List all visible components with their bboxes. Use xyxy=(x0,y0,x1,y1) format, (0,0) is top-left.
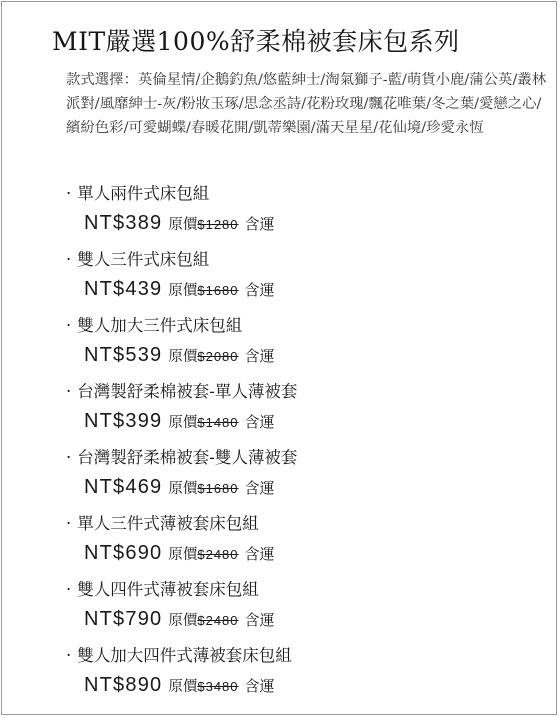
product-list xyxy=(66,180,536,708)
original-price: $3480 xyxy=(197,679,239,694)
original-price-label: 原價 xyxy=(168,613,198,629)
product-name: 雙人三件式床包組 xyxy=(77,250,210,269)
product-item xyxy=(66,576,536,642)
bullet: · xyxy=(66,382,72,401)
original-price-label: 原價 xyxy=(168,679,198,695)
original-price-label: 原價 xyxy=(168,547,198,563)
original-price: $1280 xyxy=(197,217,239,232)
product-name: 單人三件式薄被套床包組 xyxy=(77,514,259,533)
original-price-label: 原價 xyxy=(168,217,198,233)
product-name: 台灣製舒柔棉被套-雙人薄被套 xyxy=(77,448,298,467)
sale-price: NT$439 xyxy=(84,278,163,300)
bullet: · xyxy=(66,514,72,533)
bullet: · xyxy=(66,184,72,203)
product-item xyxy=(66,510,536,576)
shipping-included: 含運 xyxy=(244,677,275,695)
bullet: · xyxy=(66,448,72,467)
original-price-label: 原價 xyxy=(168,415,198,431)
product-name: 雙人加大四件式薄被套床包組 xyxy=(77,646,292,665)
original-price: $2080 xyxy=(197,349,239,364)
product-name: 雙人四件式薄被套床包組 xyxy=(77,580,259,599)
sale-price: NT$389 xyxy=(84,212,163,234)
shipping-included: 含運 xyxy=(244,281,275,299)
product-item xyxy=(66,642,536,708)
original-price-label: 原價 xyxy=(168,481,198,497)
shipping-included: 含運 xyxy=(244,545,275,563)
sale-price: NT$690 xyxy=(84,542,163,564)
style-options-list: 英倫星情/企鵝釣魚/悠藍紳士/淘氣獅子-藍/萌貨小鹿/蒲公英/叢林派對/風靡紳士-灰/粉妝玉琢/思念丞詩/花粉玫瑰/飄花唯葉/冬之葉/愛戀之心/繽紛色彩/可愛蝴蝶/春暖花開/凱蒂樂園/滿天星星/花仙境/珍愛永恆 xyxy=(66,72,547,136)
bullet: · xyxy=(66,250,72,269)
product-item xyxy=(66,312,536,378)
sale-price: NT$399 xyxy=(84,410,163,432)
product-item xyxy=(66,180,536,246)
original-price: $1480 xyxy=(197,415,239,430)
style-options xyxy=(66,68,550,140)
page-title: MIT嚴選100%舒柔棉被套床包系列 xyxy=(52,27,460,56)
style-options-label: 款式選擇： xyxy=(66,72,138,88)
sale-price: NT$790 xyxy=(84,608,163,630)
original-price: $2480 xyxy=(197,547,239,562)
bullet: · xyxy=(66,580,72,599)
original-price-label: 原價 xyxy=(168,283,198,299)
product-item xyxy=(66,444,536,510)
sale-price: NT$890 xyxy=(84,674,163,696)
bullet: · xyxy=(66,646,72,665)
product-name: 台灣製舒柔棉被套-單人薄被套 xyxy=(77,382,298,401)
sale-price: NT$539 xyxy=(84,344,163,366)
shipping-included: 含運 xyxy=(244,611,275,629)
sale-price: NT$469 xyxy=(84,476,163,498)
product-name: 單人兩件式床包組 xyxy=(77,184,210,203)
original-price: $1680 xyxy=(197,283,239,298)
product-item xyxy=(66,246,536,312)
product-item xyxy=(66,378,536,444)
product-name: 雙人加大三件式床包組 xyxy=(77,316,243,335)
bullet: · xyxy=(66,316,72,335)
shipping-included: 含運 xyxy=(244,347,275,365)
shipping-included: 含運 xyxy=(244,215,275,233)
original-price-label: 原價 xyxy=(168,349,198,365)
original-price: $2480 xyxy=(197,613,239,628)
shipping-included: 含運 xyxy=(244,479,275,497)
shipping-included: 含運 xyxy=(244,413,275,431)
original-price: $1680 xyxy=(197,481,239,496)
